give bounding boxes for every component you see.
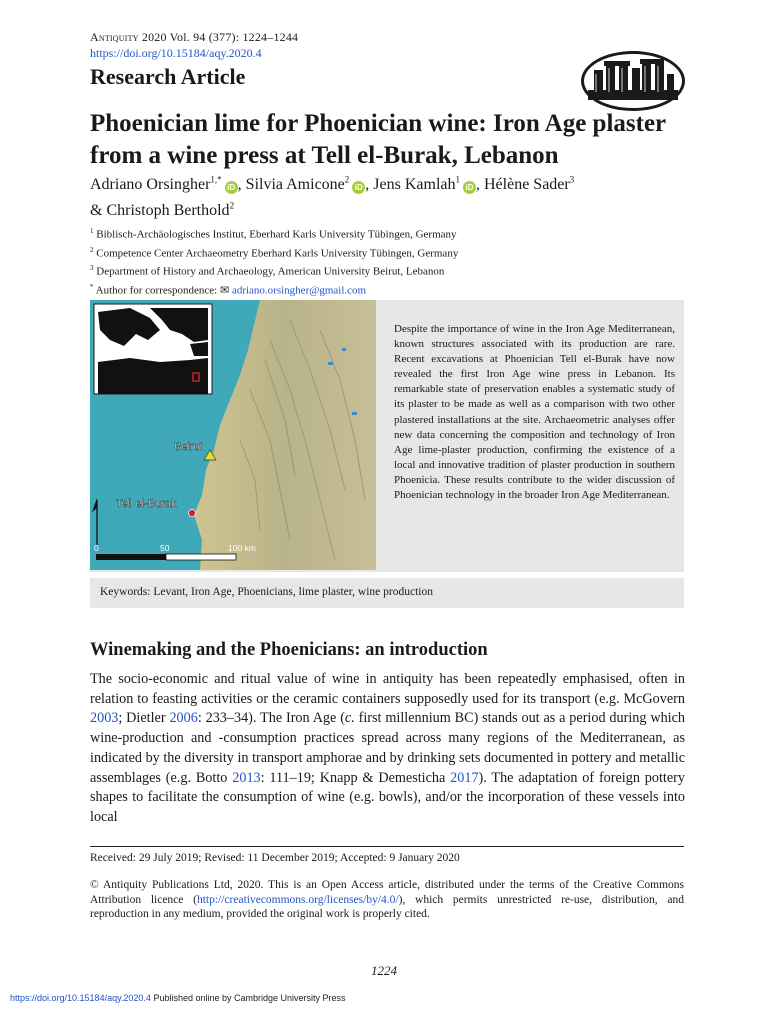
correspondence: * Author for correspondence: ✉ adriano.orsingher@gmail.com — [90, 282, 367, 297]
location-map — [90, 300, 376, 570]
author: Jens Kamlah$^1$iD , — [373, 175, 484, 194]
affiliation: $^3$ Department of History and Archaeology, American University Beirut, Lebanon — [90, 264, 445, 278]
journal-issue: 2020 Vol. 94 (377): 1224–1244 — [141, 30, 299, 44]
page-footer: https://doi.org/10.15184/aqy.2020.4 Published online by Cambridge University Press — [10, 993, 346, 1003]
author: Hélène Sader$^3$ — [483, 175, 575, 194]
journal-logo — [580, 50, 686, 112]
scale-end: 100 km — [228, 543, 256, 553]
license-link[interactable]: http://creativecommons.org/licenses/by/4.0/ — [196, 893, 399, 906]
article-title: Phoenician lime for Phoenician wine: Iron Age plaster from a wine press at Tell el-Burak, Lebanon — [90, 110, 666, 169]
journal-name: Antiquity — [90, 30, 139, 44]
citation-link[interactable]: 2017 — [450, 769, 479, 786]
email-link[interactable]: adriano.orsingher@gmail.com — [231, 284, 367, 297]
author: Silvia Amicone$^2$iD , — [245, 175, 374, 194]
author: Adriano Orsingher$^{1,*}$iD , — [90, 175, 246, 194]
affiliations — [90, 224, 690, 299]
affiliation: $^2$ Competence Center Archaeometry Eberhard Karls University Tübingen, Germany — [90, 245, 459, 260]
doi-link[interactable]: https://doi.org/10.15184/aqy.2020.4 — [90, 46, 262, 60]
journal-citation — [90, 30, 298, 45]
received-dates: Received: 29 July 2019; Revised: 11 December 2019; Accepted: 9 January 2020 — [90, 852, 460, 864]
orcid-icon[interactable]: iD — [463, 181, 476, 194]
scale-zero: 0 — [94, 543, 99, 553]
article-type: Research Article — [90, 64, 246, 89]
abstract-text: Despite the importance of wine in the Iron Age Mediterranean, known structures associated with its production are rare. Recent excavations at Phoenician Tell el-Burak have now revealed the first Iron Age wine press in Lebanon. Its remarkable state of preservation enables a systematic study of its plaster to be made as well as a comparison with two other plastered installations at the site. Archaeometric analyses offer new data concerning the composition and technology of Iron Age lime-plaster production, confirming the existence of a local and innovative tradition of plaster production in southern Phoenicia. These results contribute to the wider discussion of Phoenician technology in the broader Iron Age Mediterranean. — [394, 323, 675, 502]
footer-doi-link[interactable]: https://doi.org/10.15184/aqy.2020.4 — [10, 993, 151, 1003]
label-beirut: Beirut — [174, 441, 203, 453]
author: & Christoph Berthold$^2$ — [90, 200, 235, 219]
tell-el-burak-marker — [189, 510, 196, 517]
author-list — [90, 170, 670, 221]
orcid-icon[interactable]: iD — [352, 181, 365, 194]
copyright-notice: © Antiquity Publications Ltd, 2020. This is an Open Access article, distributed under the terms of the Creative Commons Attribution licence (http://creativecommons.org/licenses/by/4.0/), which permits unrestricted re-use, distribution, and reproduction in any medium, provided the original work is properly cited. — [90, 879, 684, 920]
page-number: 1224 — [371, 963, 397, 978]
label-tell-el-burak: Tell el-Burak — [116, 498, 177, 510]
divider — [90, 846, 684, 847]
affiliation: $^1$ Biblisch-Archäologisches Institut, Eberhard Karls University Tübingen, Germany — [90, 227, 457, 241]
citation-link[interactable]: 2003 — [90, 710, 119, 727]
scale-mid: 50 — [160, 543, 170, 553]
orcid-icon[interactable]: iD — [225, 181, 238, 194]
section-heading: Winemaking and the Phoenicians: an introduction — [90, 640, 488, 660]
citation-link[interactable]: 2006 — [169, 710, 198, 727]
envelope-icon: ✉ — [219, 284, 230, 297]
citation-link[interactable]: 2013 — [232, 769, 261, 786]
scale-bar — [96, 554, 166, 560]
keywords: Keywords: Levant, Iron Age, Phoenicians, lime plaster, wine production — [100, 586, 433, 598]
body-paragraph: The socio-economic and ritual value of wine in antiquity has been repeatedly emphasised, often in relation to feasting activities or the ceramic containers supposedly used for its transport (e.g. McGovern 2003; Dietler 2006: 233–34). The Iron Age (c. first millennium BC) stands out as a period during which wine-production and -consumption practices spread across many regions of the Mediterranean, as indicated by the diversity in transport amphorae and by drinking sets documented in pottery and metallic assemblages (e.g. Botto 2013: 111–19; Knapp & Demesticha 2017). The adaptation of foreign pottery shapes to facilitate the consumption of wine (e.g. bowls), and/or the incorporation of these vessels into local — [90, 671, 685, 825]
